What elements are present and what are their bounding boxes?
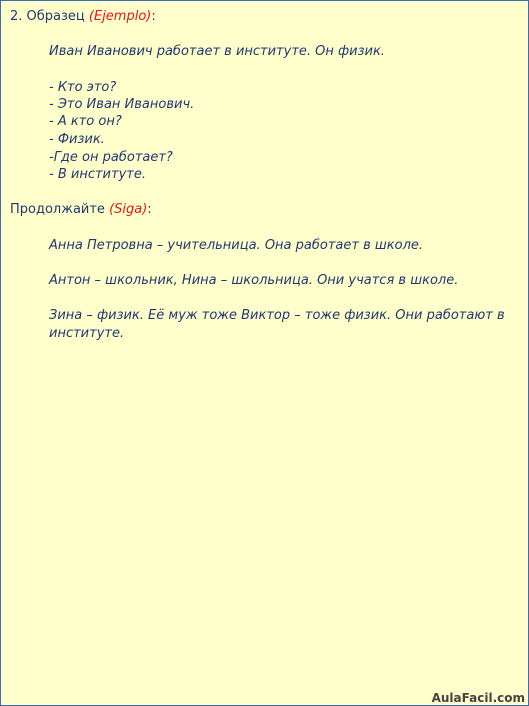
- exercise-sentence: Антон – школьник, Нина – школьница. Они учатся в школе.: [49, 273, 459, 288]
- heading-continue: [10, 201, 152, 218]
- heading-continue-colon: :: [147, 202, 152, 217]
- heading-example-translation: (Ejemplo): [88, 9, 152, 24]
- heading-example-label: 2. Образец: [10, 9, 89, 24]
- exercise-sentence: Анна Петровна – учительница. Она работает в школе.: [49, 238, 424, 253]
- dialogue-line: - Это Иван Иванович.: [49, 97, 195, 112]
- dialogue-line: - Кто это?: [49, 80, 117, 95]
- heading-continue-translation: (Siga): [109, 202, 148, 217]
- dialogue-line: - В институте.: [49, 167, 146, 182]
- dialogue-line: - А кто он?: [49, 114, 122, 129]
- aulafacil-watermark: AulaFacil.com: [431, 691, 525, 705]
- dialogue-line: -Где он работает?: [49, 150, 173, 165]
- dialogue-line: - Физик.: [49, 132, 105, 147]
- heading-example: [10, 8, 156, 25]
- heading-continue-label: Продолжайте: [10, 202, 110, 217]
- example-sentence: Иван Иванович работает в институте. Он физик.: [49, 44, 385, 59]
- exercise-sentence: Зина – физик. Её муж тоже Виктор – тоже физик. Они работают в институте.: [49, 308, 505, 341]
- heading-example-colon: :: [151, 9, 156, 24]
